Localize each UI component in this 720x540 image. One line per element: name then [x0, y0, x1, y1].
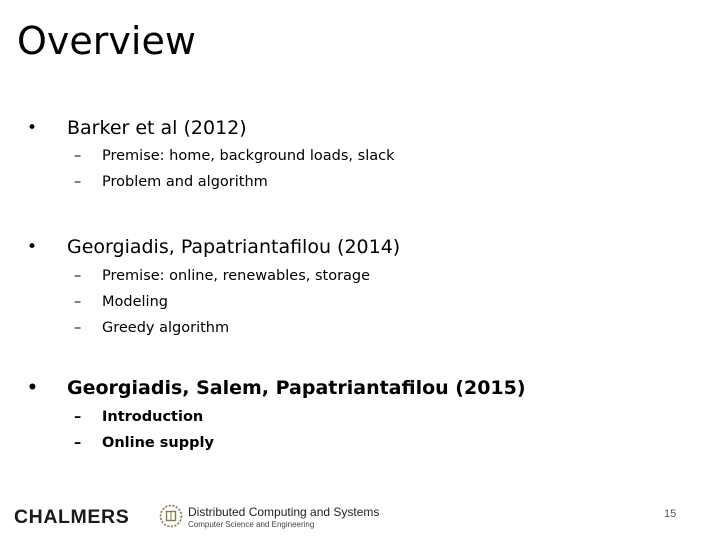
sub-item-label: Premise: online, renewables, storage: [102, 268, 371, 284]
sub-item-label: Introduction: [102, 409, 204, 425]
dash-icon: –: [74, 268, 82, 284]
bullet-icon: •: [27, 237, 38, 257]
dash-icon: –: [74, 148, 82, 164]
department-subtitle: Computer Science and Engineering: [188, 520, 315, 529]
sub-item-label: Greedy algorithm: [102, 320, 230, 336]
page-number: 15: [664, 508, 677, 520]
dash-icon: –: [74, 435, 82, 451]
chalmers-logo: CHALMERS: [14, 506, 130, 528]
bullet-label: Barker et al (2012): [67, 117, 247, 139]
sub-item-label: Premise: home, background loads, slack: [102, 148, 395, 164]
sub-item-label: Modeling: [102, 294, 168, 310]
bullet-item: [27, 115, 247, 141]
sub-item: [74, 172, 268, 192]
bullet-label: Georgiadis, Papatriantafilou (2014): [67, 236, 401, 258]
dash-icon: –: [74, 409, 82, 425]
bullet-item: [27, 375, 526, 401]
sub-item-label: Problem and algorithm: [102, 174, 268, 190]
sub-item: [74, 266, 370, 286]
sub-item: [74, 292, 168, 312]
bullet-item: [27, 234, 400, 260]
dash-icon: –: [74, 174, 82, 190]
dash-icon: –: [74, 320, 82, 336]
sub-item: [74, 146, 394, 166]
sub-item-label: Online supply: [102, 435, 214, 451]
slide-footer: [0, 495, 720, 535]
bullet-icon: •: [27, 378, 38, 398]
sub-item: [74, 433, 214, 453]
sub-item: [74, 407, 203, 427]
slide-title: Overview: [17, 19, 196, 63]
sub-item: [74, 318, 229, 338]
bullet-icon: •: [27, 118, 38, 138]
dash-icon: –: [74, 294, 82, 310]
department-name: Distributed Computing and Systems: [188, 505, 380, 519]
seal-icon: [159, 504, 183, 528]
bullet-label: Georgiadis, Salem, Papatriantafilou (2015): [67, 377, 526, 399]
